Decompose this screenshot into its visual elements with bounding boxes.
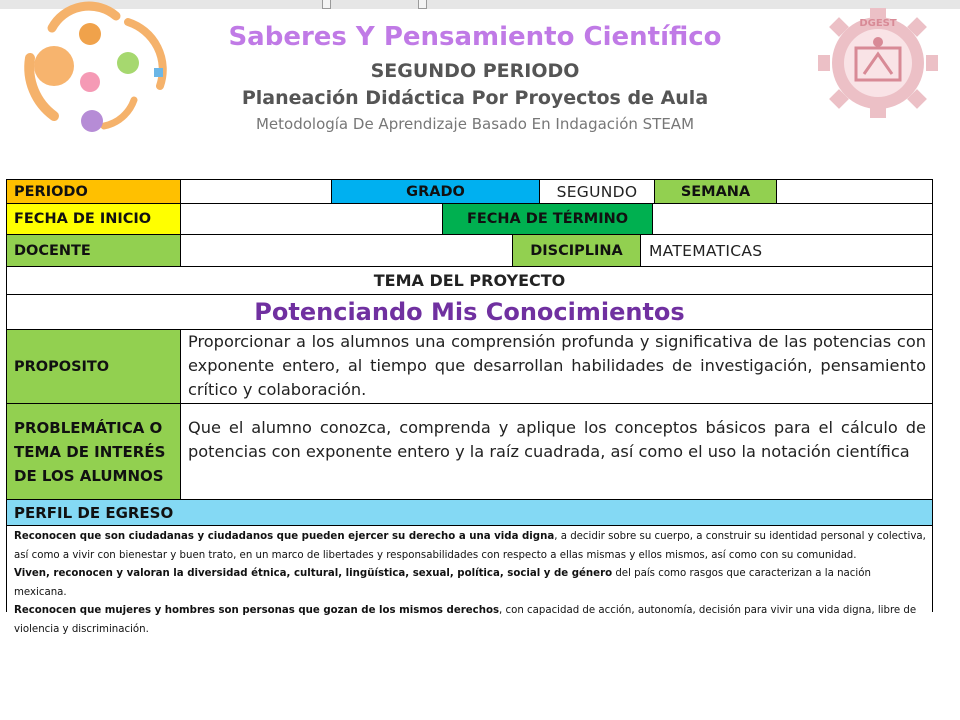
dgest-seal-icon	[818, 8, 938, 118]
perfil-label: PERFIL DE EGRESO	[14, 503, 174, 522]
problematica-text: Que el alumno conozca, comprenda y aplique los conceptos básicos para el cálculo de potencias con exponente entero y la raíz cuadrada, así como el uso la notación científica	[188, 418, 926, 461]
form-row-fechas	[6, 204, 933, 235]
form-row-perfil-header	[6, 500, 933, 526]
project-title: Potenciando Mis Conocimientos	[254, 298, 685, 326]
docente-value[interactable]	[181, 235, 513, 266]
disciplina-label: DISCIPLINA	[513, 235, 641, 266]
form-row-tema	[6, 267, 933, 295]
form-row-proposito	[6, 330, 933, 404]
grado-value[interactable]: SEGUNDO	[540, 180, 655, 203]
fecha-termino-value[interactable]	[653, 204, 932, 234]
planning-form-table	[6, 179, 933, 635]
disciplina-value[interactable]: MATEMATICAS	[649, 241, 763, 260]
perfil-p1-rest: , a decidir sobre su cuerpo, a construir su identidad personal y colectiva, así como a vivir con bienestar y buen trato, en un marco de libertades y responsabilidades con respecto a ellas mismas y ellos mismos, así como con su comunidad.	[14, 531, 926, 561]
perfil-text	[7, 526, 932, 635]
perfil-p3-rest: , con capacidad de acción, autonomía, decisión para vivir una vida digna, libre de violencia y discriminación.	[14, 605, 917, 635]
periodo-label: PERIODO	[7, 180, 181, 203]
colorful-circles-logo	[12, 8, 172, 138]
toolbar-icon	[418, 0, 427, 9]
document-title: Saberes Y Pensamiento Científico	[228, 22, 722, 52]
perfil-p2-rest: del país como rasgos que caracterizan a la nación mexicana.	[14, 568, 871, 598]
perfil-p1-bold: Reconocen que son ciudadanas y ciudadanos que pueden ejercer su derecho a una vida digna	[14, 531, 555, 542]
semana-label: SEMANA	[655, 180, 777, 203]
fecha-inicio-value[interactable]	[181, 204, 443, 234]
plan-heading: Planeación Didáctica Por Proyectos de Aula	[241, 87, 709, 109]
form-row-problematica	[6, 404, 933, 500]
seal-text: DGEST	[859, 18, 897, 29]
form-row-periodo	[6, 179, 933, 204]
form-row-perfil-text	[6, 526, 933, 635]
methodology-heading: Metodología De Aprendizaje Basado En Indagación STEAM	[255, 115, 695, 133]
period-heading: SEGUNDO PERIODO	[370, 60, 580, 82]
form-row-docente	[6, 235, 933, 267]
perfil-p3-bold: Reconocen que mujeres y hombres son personas que gozan de los mismos derechos	[14, 605, 500, 616]
tema-label: TEMA DEL PROYECTO	[373, 271, 566, 290]
form-row-proyecto	[6, 295, 933, 330]
document-header	[190, 20, 760, 137]
proposito-text: Proporcionar a los alumnos una comprensión profunda y significativa de las potencias con exponente entero, al tiempo que desarrollan habilidades de investigación, pensamiento crítico y colaboración.	[188, 332, 926, 399]
fecha-inicio-label: FECHA DE INICIO	[7, 204, 181, 234]
perfil-p2-bold: Viven, reconocen y valoran la diversidad étnica, cultural, lingüística, sexual, política, social y de género	[14, 568, 613, 579]
semana-value[interactable]	[777, 180, 932, 203]
fecha-termino-label: FECHA DE TÉRMINO	[443, 204, 653, 234]
problematica-label: PROBLEMÁTICA O TEMA DE INTERÉS DE LOS ALUMNOS	[7, 404, 181, 499]
toolbar-icon	[322, 0, 331, 9]
proposito-label: PROPOSITO	[7, 330, 181, 403]
docente-label: DOCENTE	[7, 235, 181, 266]
grado-label: GRADO	[332, 180, 540, 203]
periodo-value[interactable]	[181, 180, 332, 203]
